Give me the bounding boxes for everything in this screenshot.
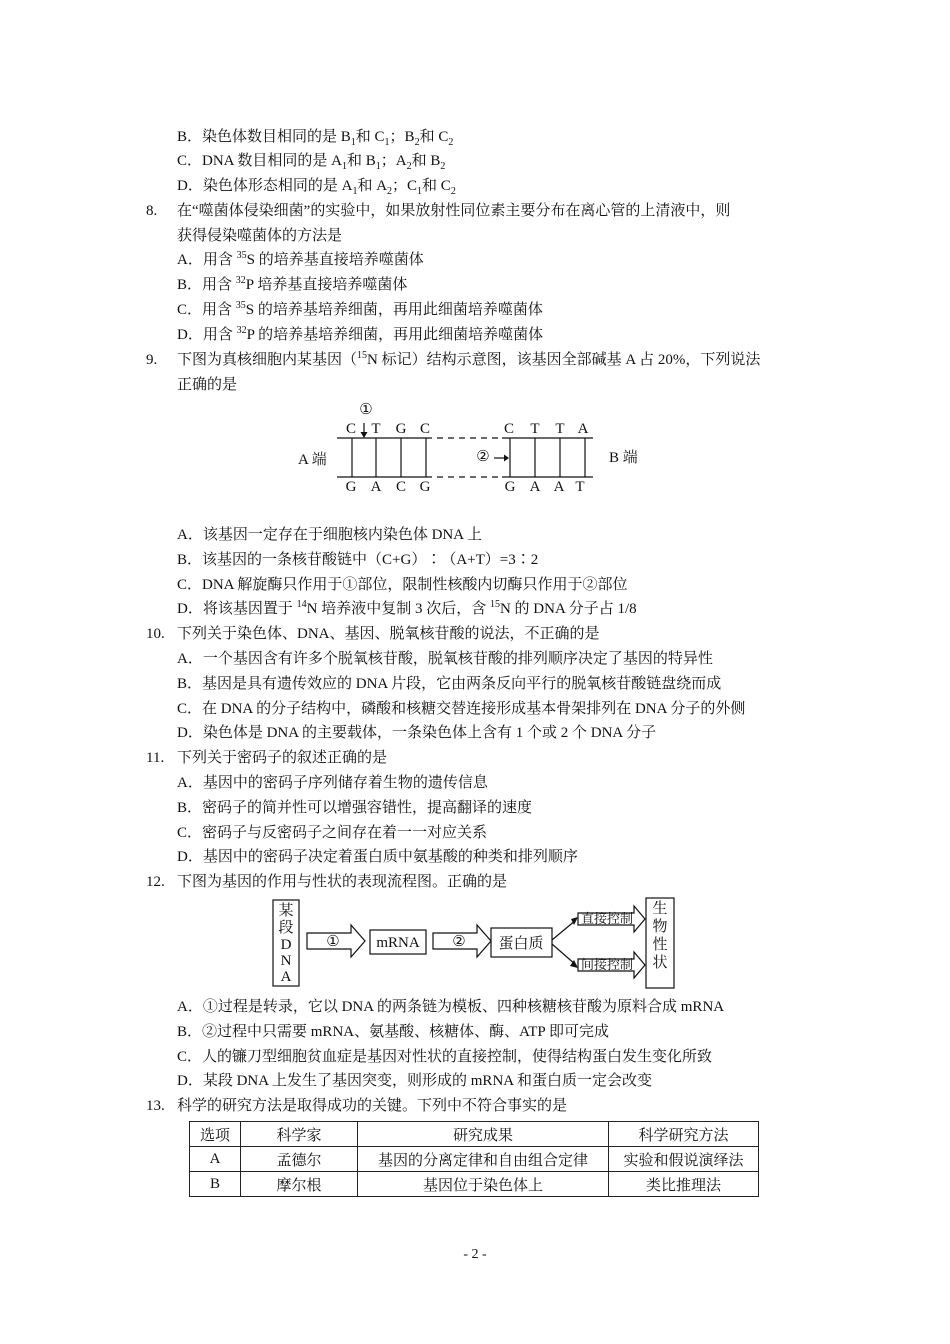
q9-stem-line1: 下图为真核细胞内某基因（$^{15}$N 标记）结构示意图，该基因全部碱基 A 占 20%，下列说法 — [177, 350, 761, 368]
trait-box-char-4: 状 — [652, 955, 668, 971]
base-top-1: C — [345, 421, 357, 437]
page-number: - 2 - — [463, 1247, 487, 1262]
protein-label: 蛋白质 — [498, 936, 544, 952]
header-result: 研究成果 — [358, 1122, 609, 1147]
table-cell: 基因的分离定律和自由组合定律 — [358, 1147, 609, 1172]
q10-stem: 下列关于染色体、DNA、基因、脱氧核苷酸的说法，不正确的是 — [177, 626, 600, 642]
q10-option-d: D．染色体是 DNA 的主要载体，一条染色体上含有 1 个或 2 个 DNA 分子 — [177, 725, 657, 741]
base-top-7: T — [555, 421, 565, 437]
header-method: 科学研究方法 — [609, 1122, 759, 1147]
dna-box-char-1: 某 — [278, 903, 294, 919]
q11-option-a: A．基因中的密码子序列储存着生物的遗传信息 — [177, 775, 488, 791]
q13-stem: 科学的研究方法是取得成功的关键。下列中不符合事实的是 — [177, 1098, 568, 1114]
indirect-control-label: 间接控制 — [580, 957, 634, 972]
direct-control-label: 直接控制 — [580, 911, 634, 926]
q9-option-a: A．该基因一定存在于细胞核内染色体 DNA 上 — [177, 527, 483, 543]
table-row — [190, 1147, 759, 1172]
base-top-2: T — [371, 421, 381, 437]
q8-option-c: C．用含 $^{35}$S 的培养基培养细菌，再用此细菌培养噬菌体 — [177, 300, 543, 318]
dna-box-char-2: 段 — [278, 920, 294, 936]
q9-number: 9. — [146, 352, 158, 368]
q12-number: 12. — [146, 874, 165, 890]
table-cell: 基因位于染色体上 — [358, 1172, 609, 1197]
q12-option-b: B．②过程中只需要 mRNA、氨基酸、核糖体、酶、ATP 即可完成 — [177, 1024, 609, 1040]
dna-box-char-4: N — [280, 953, 292, 969]
dna-box-char-3: D — [280, 937, 292, 953]
header-option: 选项 — [190, 1122, 241, 1147]
dna-structure-diagram — [280, 398, 660, 503]
step-2-label: ② — [452, 934, 466, 950]
q9-stem-line2: 正确的是 — [177, 377, 238, 393]
q9-option-d: D．将该基因置于 $^{14}$N 培养液中复制 3 次后，含 $^{15}$N 的 DNA 分子占 1/8 — [177, 599, 637, 617]
q11-option-d: D．基因中的密码子决定着蛋白质中氨基酸的种类和排列顺序 — [177, 849, 578, 865]
table-cell: 类比推理法 — [609, 1172, 759, 1197]
q7-option-c: C．DNA 数目相同的是 $A_1$和 $B_1$；$A_2$和 $B_2$ — [177, 153, 446, 172]
q8-number: 8. — [146, 203, 158, 219]
trait-box-char-2: 物 — [652, 919, 668, 935]
table-cell: 摩尔根 — [241, 1172, 358, 1197]
trait-box-char-1: 生 — [652, 901, 668, 917]
base-bottom-2: A — [370, 479, 382, 495]
q10-number: 10. — [146, 626, 165, 642]
step-1-label: ① — [326, 934, 340, 950]
q8-option-b: B．用含 $^{32}$P 培养基直接培养噬菌体 — [177, 275, 408, 293]
base-top-4: C — [419, 421, 431, 437]
q10-option-c: C．在 DNA 的分子结构中，磷酸和核糖交替连接形成基本骨架排列在 DNA 分子的外侧 — [177, 701, 746, 717]
base-top-3: G — [395, 421, 407, 437]
base-bottom-3: C — [395, 479, 407, 495]
base-bottom-8: T — [575, 479, 585, 495]
base-bottom-4: G — [419, 479, 431, 495]
base-bottom-1: G — [345, 479, 357, 495]
q11-stem: 下列关于密码子的叙述正确的是 — [177, 750, 388, 766]
mark-2: ② — [476, 449, 490, 465]
branch-line-down — [552, 944, 576, 965]
base-top-8: A — [577, 421, 589, 437]
base-bottom-6: A — [529, 479, 541, 495]
q8-option-a: A．用含 $^{35}$S 的培养基直接培养噬菌体 — [177, 250, 424, 268]
mark-1: ① — [359, 402, 373, 418]
table-cell: 孟德尔 — [241, 1147, 358, 1172]
dna-box-char-5: A — [280, 969, 292, 985]
table-cell: 实验和假说演绎法 — [609, 1147, 759, 1172]
q7-option-b: B．染色体数目相同的是 $B_1$和 $C_1$；$B_2$和 $C_2$ — [177, 129, 454, 148]
table-cell: A — [190, 1147, 241, 1172]
trait-box-char-3: 性 — [652, 937, 668, 953]
q10-option-b: B．基因是具有遗传效应的 DNA 片段，它由两条反向平行的脱氧核苷酸链盘绕而成 — [177, 676, 722, 692]
q8-stem-line1: 在“噬菌体侵染细菌”的实验中，如果放射性同位素主要分布在离心管的上清液中，则 — [177, 203, 731, 219]
q11-number: 11. — [146, 750, 165, 766]
q12-option-d: D．某段 DNA 上发生了基因突变，则形成的 mRNA 和蛋白质一定会改变 — [177, 1073, 653, 1089]
q8-stem-line2: 获得侵染噬菌体的方法是 — [177, 228, 343, 244]
q10-option-a: A．一个基因含有许多个脱氧核苷酸，脱氧核苷酸的排列顺序决定了基因的特异性 — [177, 651, 713, 667]
header-scientist: 科学家 — [241, 1122, 358, 1147]
q9-option-b: B．该基因的一条核苷酸链中（C+G）∶（A+T）=3∶2 — [177, 552, 539, 568]
table-cell: B — [190, 1172, 241, 1197]
b-end-label: B 端 — [609, 450, 638, 466]
a-end-label: A 端 — [298, 452, 327, 468]
research-methods-table — [189, 1121, 759, 1197]
base-top-5: C — [503, 421, 515, 437]
q12-stem: 下图为基因的作用与性状的表现流程图。正确的是 — [177, 874, 508, 890]
q12-option-c: C．人的镰刀型细胞贫血症是基因对性状的直接控制，使得结构蛋白发生变化所致 — [177, 1049, 713, 1065]
branch-line-up — [552, 920, 576, 940]
base-bottom-7: A — [553, 479, 565, 495]
q11-option-c: C．密码子与反密码子之间存在着一一对应关系 — [177, 825, 488, 841]
q11-option-b: B．密码子的简并性可以增强容错性，提高翻译的速度 — [177, 800, 533, 816]
base-bottom-5: G — [504, 479, 516, 495]
q13-number: 13. — [146, 1098, 165, 1114]
table-header-row — [190, 1122, 759, 1147]
q8-option-d: D．用含 $^{32}$P 的培养基培养细菌，再用此细菌培养噬菌体 — [177, 325, 544, 343]
q9-option-c: C．DNA 解旋酶只作用于①部位，限制性核酸内切酶只作用于②部位 — [177, 577, 628, 593]
q12-option-a: A．①过程是转录，它以 DNA 的两条链为模板、四种核糖核苷酸为原料合成 mRNA — [177, 999, 725, 1015]
gene-flow-diagram — [265, 895, 695, 995]
table-row — [190, 1172, 759, 1197]
q7-option-d: D．染色体形态相同的是 $A_1$和 $A_2$；$C_1$和 $C_2$ — [177, 178, 456, 197]
mrna-label: mRNA — [376, 935, 420, 951]
base-top-6: T — [530, 421, 540, 437]
